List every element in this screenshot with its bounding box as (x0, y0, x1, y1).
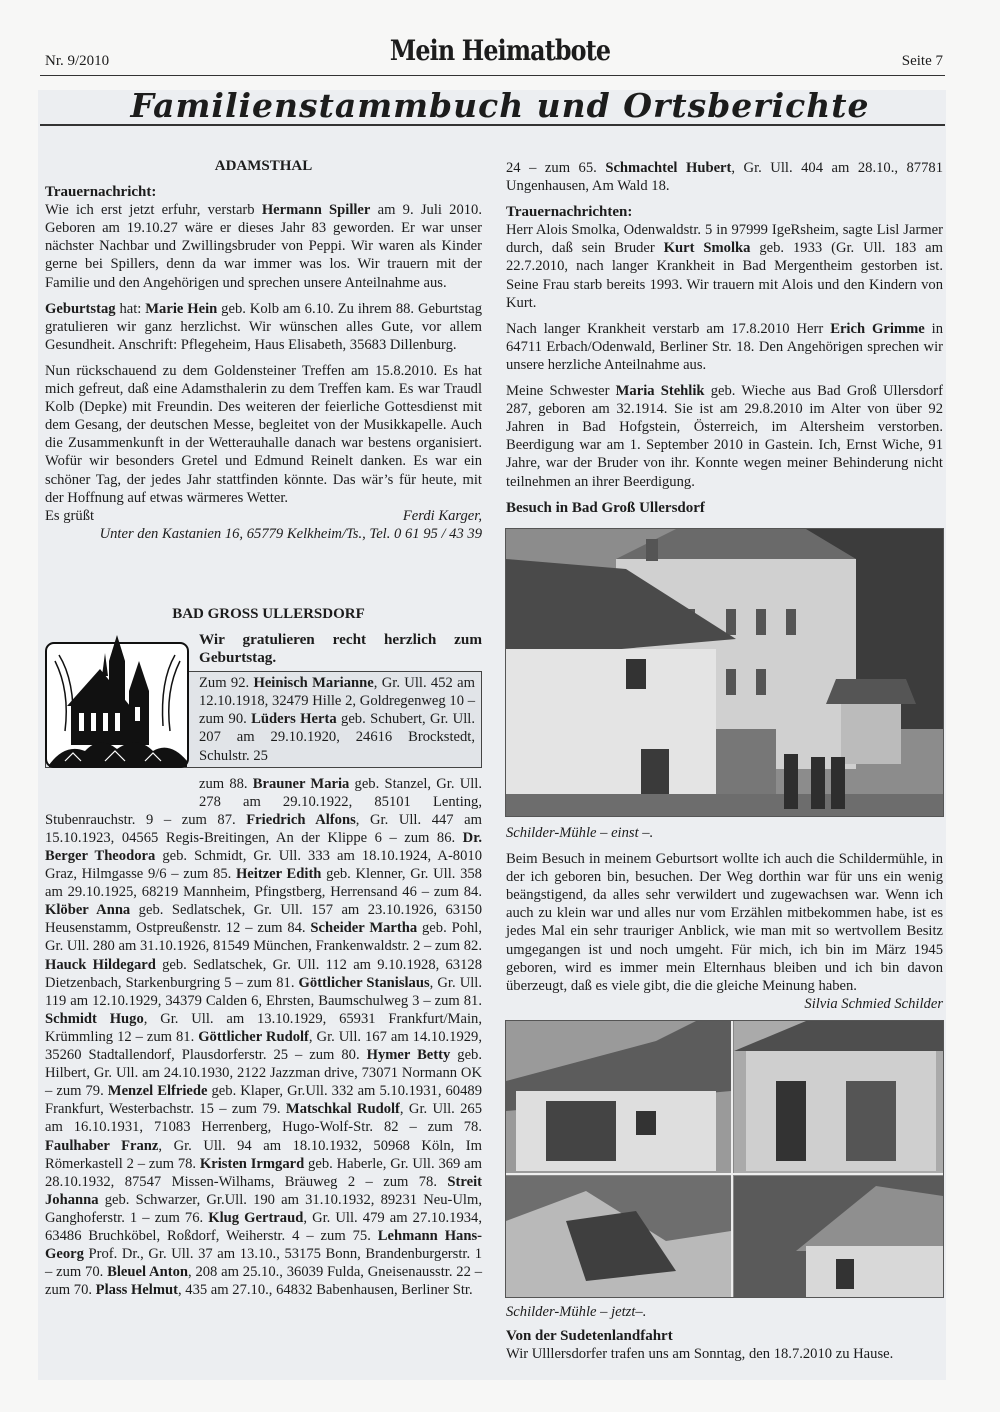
text-segment: Beim Besuch in meinem Geburtsort wollte ich auch die Schildermühle, in der ich geboren bin, besuchen. Der Weg dorthin war für uns ein wenig beängstigend, da alles sehr verwildert und zugewachsen war. Wenn ich auch zu klein war und alles nur vom Erzählen mitbekommen habe, ist es jedes Mal ein sehr trauriger Anblick, wie man mit so wertvollem Besitz umgegangen ist und noch umgeht. Für mich, ich bin im März 1945 geboren, wird es immer mein Elternhaus bleiben und ich bin davon überzeugt, daß es viele gibt, die die gleiche Meinung haben. (506, 851, 943, 994)
text-segment: geb. Klenner, Gr. Ull. 358 am 29.10.1925, 68219 Mannheim, Pfingstberg, Herrensand 46 – zum 84. (45, 866, 482, 901)
obituary-stehlik (506, 382, 943, 491)
person-name: Friedrich Alfons (246, 811, 356, 828)
text-segment: geb. Schmidt, Gr. Ull. 333 am 18.10.1924, A-8010 Graz, Hilmgasse 9/6 – zum 85. (45, 848, 482, 883)
page-title: Familienstammbuch und Ortsberichte (130, 86, 870, 125)
text-segment: , Gr. Ull. 447 am 15.10.1923, 04565 Regis-Breitingen, An der Klippe 6 – zum 86. (45, 811, 482, 846)
text-segment: Wir Ulllersdorfer trafen uns am Sonntag, den 18.7.2010 zu Hause. (506, 1346, 894, 1363)
text-segment: Nun rückschauend zu dem Goldensteiner Treffen am 15.8.2010. Es hat mich gefreut, daß eine Adamsthalerin zu dem Treffen kam. Es war Traudl Kolb (Depke) mit Freundin. Des weiteren der feierliche Gottesdienst mit dem Gesang, der deutschen Messe, begleitet von der Musikkapelle. Auch die Zusammenkunft in der Wetterauhalle danach war bestens organisiert. Wofür wir besonders Gretel und Edmund Reinelt danken. Es war ein schöner Tag, der jedes Jahr stattfinden könnte. Das wär’s für heute, mit der Hoffnung auf etwas wärmeres Wetter. (45, 362, 482, 506)
text-segment: geb. Klaper, Gr.Ull. 332 am 5.10.1931, 60489 Frankfurt, Westerbachstr. 15 – zum 79. (45, 1083, 482, 1118)
text-segment: geb. Hilbert, Gr. Ull. am 24.10.1930, 2122 Jazzman drive, 73071 Normann OK – zum 79. (45, 1047, 482, 1100)
person-name: Schmidt Hugo (45, 1010, 144, 1027)
text-segment: geb. Haberle, Gr. Ull. 369 am 28.10.1932, 87547 Missen-Wilhams, Bräuweg 2 – zum 78. (45, 1155, 482, 1190)
person-name: Hauck Hildegard (45, 956, 156, 973)
text-segment: , 208 am 25.10., 36039 Fulda, Gneisenausstr. 22 – zum 70. (45, 1264, 482, 1299)
text-segment: geb. Sedlatschek, Gr. Ull. 112 am 9.10.1928, 63128 Dietzenbach, Starkenburgring 5 – zum 81. (45, 956, 482, 991)
visit-heading: Besuch in Bad Groß Ullersdorf (506, 499, 705, 516)
person-name: Kristen Irmgard (199, 1155, 305, 1172)
text-segment: zum 88. (199, 775, 253, 792)
greeting: Es grüßt (45, 507, 95, 524)
person-name: Hymer Betty (366, 1047, 451, 1064)
issue-number: Nr. 9/2010 (45, 53, 110, 69)
church-woodcut-icon (45, 631, 191, 769)
birthday-list-continued (506, 159, 943, 195)
photo-mill-present (505, 1020, 944, 1298)
trip-heading: Von der Sudetenlandfahrt (506, 1328, 673, 1345)
obituary-grimme (506, 320, 943, 374)
header-rule (40, 75, 945, 76)
right-column-bottom (506, 1303, 943, 1371)
person-name: Erich Grimme (830, 320, 925, 337)
person-name: Göttlicher Stanislaus (298, 974, 430, 991)
visit-author: Silvia Schmied Schilder (804, 995, 943, 1012)
person-name: Streit Johanna (45, 1173, 482, 1208)
person-name: Menzel Elfriede (107, 1083, 208, 1100)
person-name: Brauner Maria (252, 775, 350, 792)
signature (45, 507, 482, 525)
text-segment: geb. Wieche aus Bad Groß Ullersdorf 287, geboren am 32.1914. Sie ist am 29.8.2010 im Alter von über 92 Jahren in Bad Hofgstein, Österreich, im Altersheim verstorben. Beerdigung war am 1. September 2010 in Gastein. Ich, Ernst Wiche, 91 Jahre, war der Bruder von ihr. Konnte wegen meiner Behinderung nicht teilnehmen an ihrer Beerdigung. (506, 383, 943, 490)
meeting-text (45, 362, 482, 507)
birthday-list (45, 775, 482, 1300)
person-name: Kurt Smolka (663, 240, 751, 257)
person-name: Dr. Berger Theodora (45, 829, 482, 864)
congratulations-heading: Wir gratulieren recht herzlich zum Geburtstag. (199, 630, 482, 667)
text-segment: geb. Schwarzer, Gr.Ull. 190 am 31.10.1932, 89231 Neu-Ulm, Ganghoferstr. 1 – zum 76. (45, 1191, 482, 1226)
text-segment: Prof. Dr., Gr. Ull. 37 am 13.10., 53175 Bonn, Brandenburgerstr. 1 – zum 70. (45, 1246, 482, 1281)
photo-caption-present: Schilder-Mühle – jetzt–. (506, 1304, 647, 1320)
person-name: Matschkal Rudolf (285, 1101, 400, 1118)
person-name: Bleuel Anton (107, 1264, 188, 1281)
masthead-logo: Mein Heimatbote (389, 34, 611, 67)
obituary-heading: Trauernachricht: (45, 184, 157, 201)
text-segment: geb. Kolb am 6.10. Zu ihrem 88. Geburtstag gratulieren wir ganz herzlichst. Wir wünschen alles Gute, vor allem Gesundheit. Anschrift: Pflegeheim, Haus Elisabeth, 35683 Dillenburg. (45, 300, 483, 353)
text-segment: , Gr. Ull. 452 am 12.10.1918, 32479 Hille 2, Goldregenweg 10 – zum 90. (199, 675, 475, 728)
text-segment: am 9. Juli 2010. Geboren am 19.10.27 wäre er dieses Jahr 83 geworden. Er war unser nächster Nachbar und Zwillingsbruder von Peppi. Wir waren als Kinder gerne bei Spillers, denn da war immer was los. Wir trauern mit der Familie und den Angehörigen und sprechen unsere Anteilnahme aus. (45, 202, 482, 291)
birthday-text (45, 300, 482, 354)
text-segment: , 435 am 27.10., 64832 Babenhausen, Berliner Str. (177, 1282, 473, 1299)
person-name: Geburtstag (45, 300, 116, 317)
obituary-smolka (506, 221, 943, 311)
person-name: Marie Hein (145, 300, 218, 317)
text-segment: , Gr. Ull. am 13.10.1929, 65931 Frankfurt/Main, Krümmling 12 – zum 81. (45, 1010, 483, 1045)
text-segment: geb. 1933 (Gr. Ull. 183 am 22.7.2010, nach langer Krankheit in Bad Mergentheim gestorben ist. Seine Frau starb bereits 1993. Wir trauern mit Alois und den Kindern von Kurt. (506, 240, 943, 311)
obituaries-heading: Trauernachrichten: (506, 204, 633, 221)
text-segment: Herr Alois Smolka, Odenwaldstr. 5 in 97999 IgeRsheim, sagte Lisl Jarmer durch, daß sein Bruder (506, 222, 943, 257)
text-segment: , Gr. Ull. 167 am 14.10.1929, 35260 Stadtallendorf, Plausdorferstr. 25 – zum 80. (45, 1028, 482, 1064)
person-name: Heinisch Marianne (253, 675, 374, 692)
text-segment: geb. Sedlatschek, Gr. Ull. 157 am 23.10.1926, 63150 Heusenstamm, Ostpreußenstr. 12 – zum 84. (45, 902, 482, 937)
text-segment: Wie ich erst jetzt erfuhr, verstarb (45, 202, 262, 219)
trip-text (506, 1345, 943, 1363)
person-name: Lehmann Hans-Georg (45, 1227, 483, 1263)
person-name: Göttlicher Rudolf (198, 1028, 309, 1045)
text-segment: 24 – zum 65. (506, 160, 606, 176)
text-segment: Meine Schwester (506, 383, 616, 400)
text-segment: geb. Schubert, Gr. Ull. 207 am 29.10.1920, 24616 Brockstedt, Schulstr. 25 (199, 711, 475, 764)
right-column (506, 159, 943, 517)
person-name: Faulhaber Franz (45, 1137, 159, 1154)
person-name: Klug Gertraud (208, 1209, 304, 1226)
right-column-middle (506, 824, 943, 1013)
visit-paragraph (506, 850, 943, 1013)
person-name: Plass Helmut (95, 1282, 178, 1299)
text-segment: , Gr. Ull. 94 am 18.10.1932, 50968 Köln, Im Römerkastell 2 – zum 78. (45, 1137, 482, 1172)
text-segment: , Gr. Ull. 119 am 12.10.1929, 34379 Calden 6, Ehrsten, Baumschulweg 3 – zum 81. (45, 974, 482, 1009)
author-name: Ferdi Karger, (402, 507, 482, 524)
person-name: Scheider Martha (310, 920, 418, 937)
author-address: Unter den Kastanien 16, 65779 Kelkheim/Ts., Tel. 0 61 95 / 43 39 (99, 525, 482, 542)
text-segment: , Gr. Ull. 479 am 27.10.1934, 63486 Bruchköbel, Roßdorf, Weiherstr. 4 – zum 75. (45, 1209, 482, 1244)
person-name: Lüders Herta (251, 711, 337, 728)
page-number: Seite 7 (901, 53, 943, 69)
person-name: Schmachtel Hubert (605, 160, 732, 176)
left-column (45, 157, 482, 1299)
person-name: Maria Stehlik (615, 383, 705, 400)
text-segment: , Gr. Ull. 404 am 28.10., 87781 Ungenhausen, Am Wald 18. (506, 160, 943, 195)
photo-caption-past: Schilder-Mühle – einst –. (506, 825, 654, 841)
section-heading-adamsthal: ADAMSTHAL (214, 158, 313, 174)
text-segment: hat: (115, 300, 146, 317)
text-segment: Nach langer Krankheit verstarb am 17.8.2010 Herr (506, 320, 831, 337)
text-segment: Zum 92. (199, 675, 254, 692)
church-illustration (45, 631, 195, 809)
text-segment: geb. Stanzel, Gr. Ull. 278 am 29.10.1922, 85101 Lenting, Stubenrauchstr. 9 – zum 87. (45, 775, 482, 828)
text-segment: in 64711 Erbach/Odenwald, Berliner Str. 18. Den Angehörigen sprechen wir unsere herzliche Anteilnahme aus. (506, 320, 944, 373)
photo-mill-past (505, 528, 944, 817)
obituary-text (45, 201, 482, 291)
text-segment: , Gr. Ull. 265 am 16.10.1931, 71083 Herrenberg, Hugo-Wolf-Str. 82 – zum 78. (45, 1101, 483, 1136)
section-heading-ullersdorf: BAD GROSS ULLERSDORF (172, 605, 365, 622)
visit-text (506, 851, 943, 994)
person-name: Heitzer Edith (235, 866, 322, 883)
person-name: Hermann Spiller (261, 202, 371, 219)
text-segment: geb. Pohl, Gr. Ull. 280 am 31.10.1926, 81549 München, Frankenwaldstr. 2 – zum 82. (45, 920, 482, 955)
person-name: Klöber Anna (45, 902, 131, 919)
